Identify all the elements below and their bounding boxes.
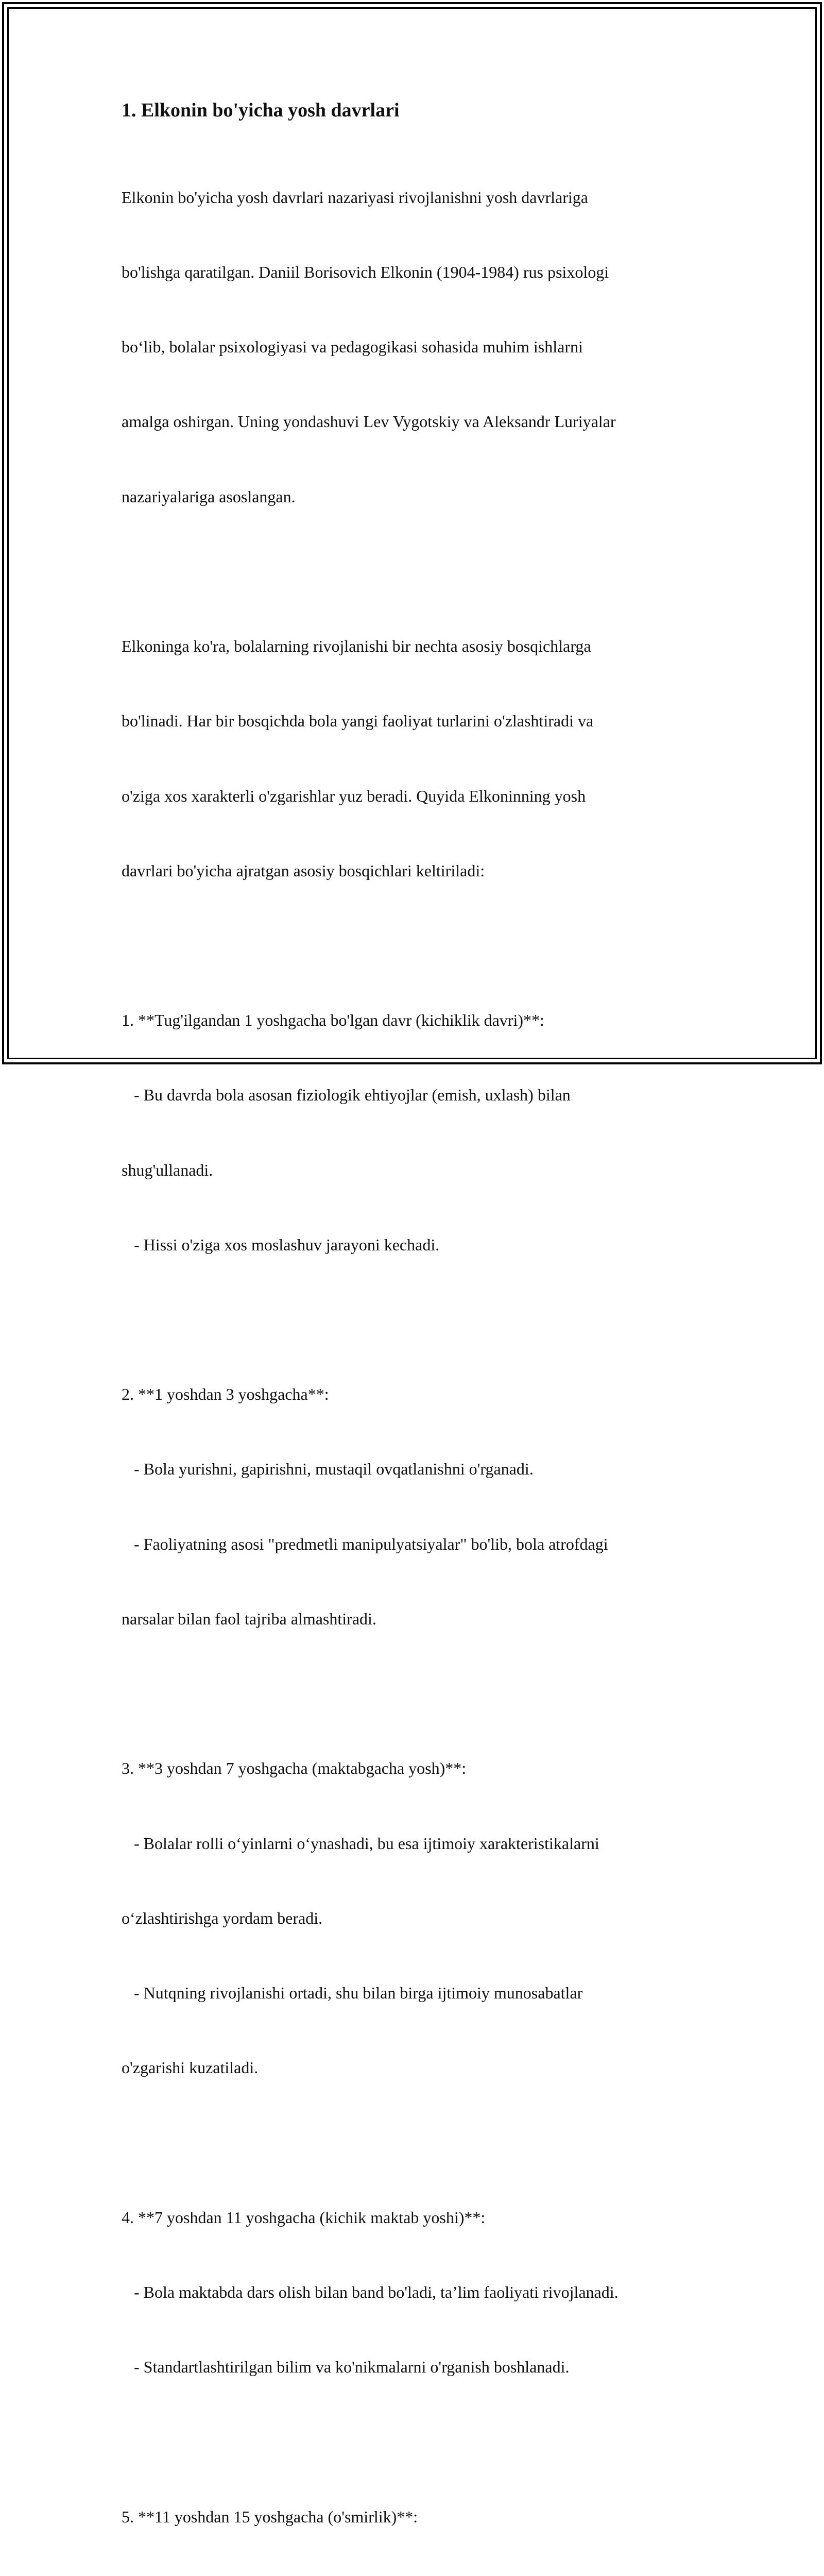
text-line: Elkonin bo'yicha yosh davrlari nazariyasi rivojlanishni yosh davrlariga xyxy=(122,188,588,207)
stage-1-item xyxy=(122,958,714,1307)
text-line: - Bu davrda bola asosan fiziologik ehtiyojlar (emish, uxlash) bilan xyxy=(122,1086,571,1105)
document-body xyxy=(122,96,714,2576)
text-line: - Bola maktabda dars olish bilan band bo'ladi, ta’lim faoliyati rivojlanadi. xyxy=(122,2282,619,2301)
text-line: narsalar bilan faol tajriba almashtiradi. xyxy=(122,1609,376,1628)
text-line: bo‘lib, bolalar psixologiyasi va pedagogikasi sohasida muhim ishlarni xyxy=(122,337,583,357)
stage-3-item xyxy=(122,1706,714,2130)
text-line: bo'lishga qaratilgan. Daniil Borisovich Elkonin (1904-1984) rus psixologi xyxy=(122,263,609,282)
text-line: 2. **1 yoshdan 3 yoshgacha**: xyxy=(122,1385,329,1404)
text-line: davrlari bo'yicha ajratgan asosiy bosqichlari keltiriladi: xyxy=(122,861,485,880)
stage-4-item xyxy=(122,2155,714,2429)
document-heading: 1. Elkonin bo'yicha yosh davrlari xyxy=(122,99,400,121)
text-line: - Bolalar rolli o‘yinlarni o‘ynashadi, bu esa ijtimoiy xarakteristikalarni xyxy=(122,1834,599,1853)
text-line: - Hissi o'ziga xos moslashuv jarayoni kechadi. xyxy=(122,1235,440,1254)
text-line: - Faoliyatning asosi "predmetli manipulyatsiyalar" bo'lib, bola atrofdagi xyxy=(122,1534,608,1553)
paragraph-intro xyxy=(122,135,714,559)
text-line: nazariyalariga asoslangan. xyxy=(122,487,296,506)
text-line: 5. **11 yoshdan 15 yoshgacha (o'smirlik)**: xyxy=(122,2507,418,2526)
text-line: Elkoninga ko'ra, bolalarning rivojlanishi bir nechta asosiy bosqichlarga xyxy=(122,637,591,656)
text-line: 4. **7 yoshdan 11 yoshgacha (kichik maktab yoshi)**: xyxy=(122,2208,486,2227)
text-line: 1. **Tug'ilgandan 1 yoshgacha bo'lgan davr (kichiklik davri)**: xyxy=(122,1011,544,1030)
text-line: 3. **3 yoshdan 7 yoshgacha (maktabgacha yosh)**: xyxy=(122,1759,467,1778)
text-line: o‘zlashtirishga yordam beradi. xyxy=(122,1908,323,1927)
text-line: o'ziga xos xarakterli o'zgarishlar yuz beradi. Quyida Elkoninning yosh xyxy=(122,786,586,805)
paragraph-overview xyxy=(122,584,714,933)
text-line: bo'linadi. Har bir bosqichda bola yangi faoliyat turlarini o'zlashtiradi va xyxy=(122,711,594,731)
text-line: - Bola yurishni, gapirishni, mustaqil ovqatlanishni o'rganadi. xyxy=(122,1460,534,1479)
text-line: amalga oshirgan. Uning yondashuvi Lev Vygotskiy va Aleksandr Luriyalar xyxy=(122,412,616,431)
text-line: - Standartlashtirilgan bilim va ko'nikmalarni o'rganish boshlanadi. xyxy=(122,2358,570,2377)
text-line: shug'ullanadi. xyxy=(122,1160,213,1179)
stage-5-item xyxy=(122,2454,714,2576)
text-line: o'zgarishi kuzatiladi. xyxy=(122,2058,259,2077)
text-line: - Nutqning rivojlanishi ortadi, shu bilan birga ijtimoiy munosabatlar xyxy=(122,1984,583,2002)
stage-2-item xyxy=(122,1332,714,1681)
